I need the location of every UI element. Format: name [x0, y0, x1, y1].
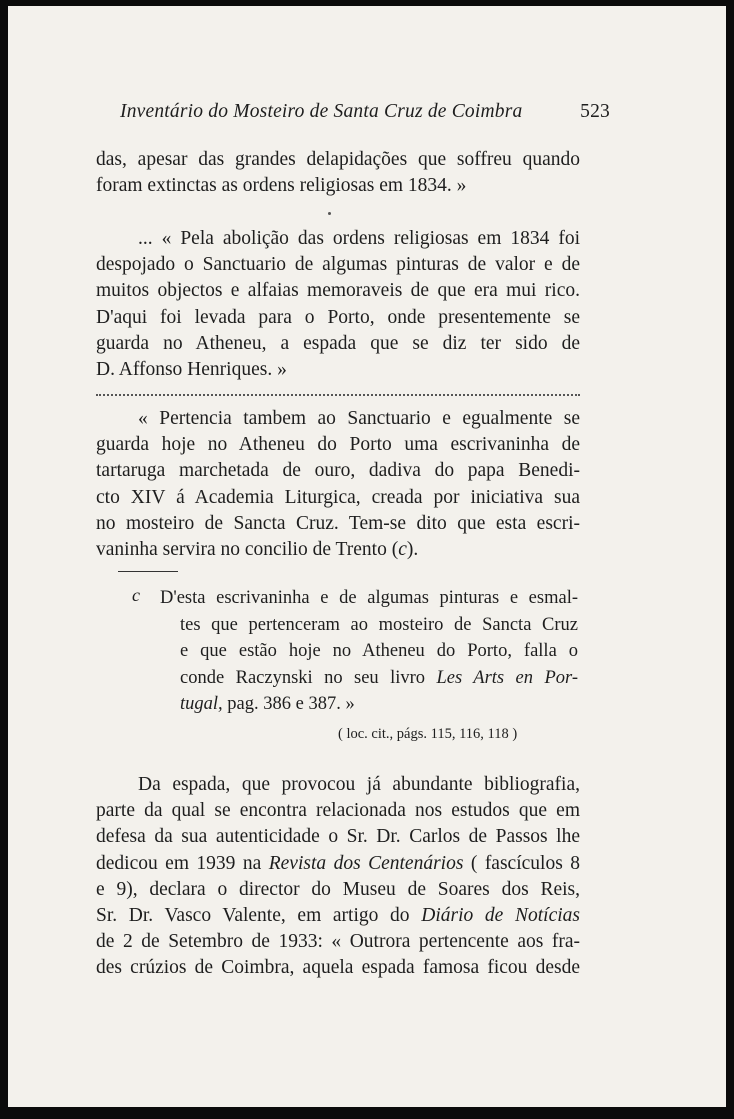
text-run: pag. 386 e 387. »	[222, 694, 355, 715]
journal-title: Revista dos Centenários	[268, 852, 464, 874]
text-line: defesa da sua autenticidade o Sr. Dr. Carlos de Passos lhe	[96, 826, 580, 848]
text-line: guarda hoje no Atheneu do Porto uma escrivaninha de	[96, 434, 580, 456]
ellipsis-separator	[96, 394, 580, 396]
text-line: despojado o Sanctuario de algumas pinturas de valor e de	[96, 254, 580, 276]
text-run: conde Raczynski no seu livro	[180, 667, 437, 688]
text-line	[96, 537, 580, 563]
citation: ( loc. cit., págs. 115, 116, 118 )	[338, 726, 518, 742]
paragraph-4	[96, 772, 580, 982]
text-line: D'aqui foi levada para o Porto, onde presentemente se	[96, 306, 580, 328]
text-line: ... « Pela abolição das ordens religiosas em 1834 foi	[138, 228, 580, 249]
book-title-cont: tugal,	[180, 694, 223, 715]
text-line: D. Affonso Henriques. »	[96, 359, 287, 381]
text-line	[160, 691, 578, 718]
text-line: tartaruga marchetada de ouro, dadiva do papa Benedi-	[96, 460, 580, 482]
text-line: des crúzios de Coimbra, aquela espada famosa ficou desde	[96, 957, 580, 979]
text-run: ( fascículos 8	[463, 852, 580, 874]
print-speck	[328, 212, 331, 215]
text-line: parte da qual se encontra relacionada nos estudos que em	[96, 800, 580, 822]
text-line: e que estão hoje no Atheneu do Porto, falla o	[180, 641, 578, 662]
text-line	[96, 851, 580, 877]
footnote-text	[160, 585, 578, 718]
page-number: 523	[580, 101, 610, 122]
footnote-rule	[118, 571, 178, 572]
paragraph-1	[96, 147, 580, 199]
footnote-mark: c	[132, 585, 140, 605]
text-run: dedicou em 1939 na	[96, 852, 269, 874]
paragraph-3	[96, 406, 580, 563]
running-title: Inventário do Mosteiro de Santa Cruz de Coimbra	[120, 101, 523, 122]
text-line: de 2 de Setembro de 1933: « Outrora pertencente aos fra-	[96, 931, 580, 953]
text-line	[96, 903, 580, 929]
text-line: « Pertencia tambem ao Sanctuario e egualmente se	[138, 408, 580, 429]
footnote-reference: c	[398, 539, 407, 561]
text-line: e 9), declara o director do Museu de Soares dos Reis,	[96, 878, 580, 900]
text-line	[160, 665, 578, 692]
book-title: Les Arts en Por-	[436, 667, 578, 688]
text-line: no mosteiro de Sancta Cruz. Tem-se dito que esta escri-	[96, 512, 580, 534]
text-run: ).	[406, 539, 419, 561]
text-line: Da espada, que provocou já abundante bibliografia,	[138, 774, 580, 795]
paragraph-2	[96, 226, 580, 383]
text-line: foram extinctas as ordens religiosas em 1834. »	[96, 175, 467, 197]
text-line: muitos objectos e alfaias memoraveis de que era mui rico.	[96, 280, 580, 302]
text-line: cto XIV á Academia Liturgica, creada por iniciativa sua	[96, 486, 580, 508]
newspaper-title: Diário de Notícias	[421, 905, 580, 927]
text-line: D'esta escrivaninha e de algumas pinturas e esmal-	[160, 588, 578, 608]
text-line: das, apesar das grandes delapidações que soffreu quando	[96, 149, 580, 170]
text-line: tes que pertenceram ao mosteiro de Sancta Cruz	[180, 614, 578, 635]
text-run: vaninha servira no concilio de Trento (	[96, 539, 399, 561]
scanned-page	[8, 6, 726, 1107]
text-run: Sr. Dr. Vasco Valente, em artigo do	[96, 905, 422, 927]
running-header	[120, 101, 610, 123]
text-line: guarda no Atheneu, a espada que se diz ter sido de	[96, 332, 580, 354]
